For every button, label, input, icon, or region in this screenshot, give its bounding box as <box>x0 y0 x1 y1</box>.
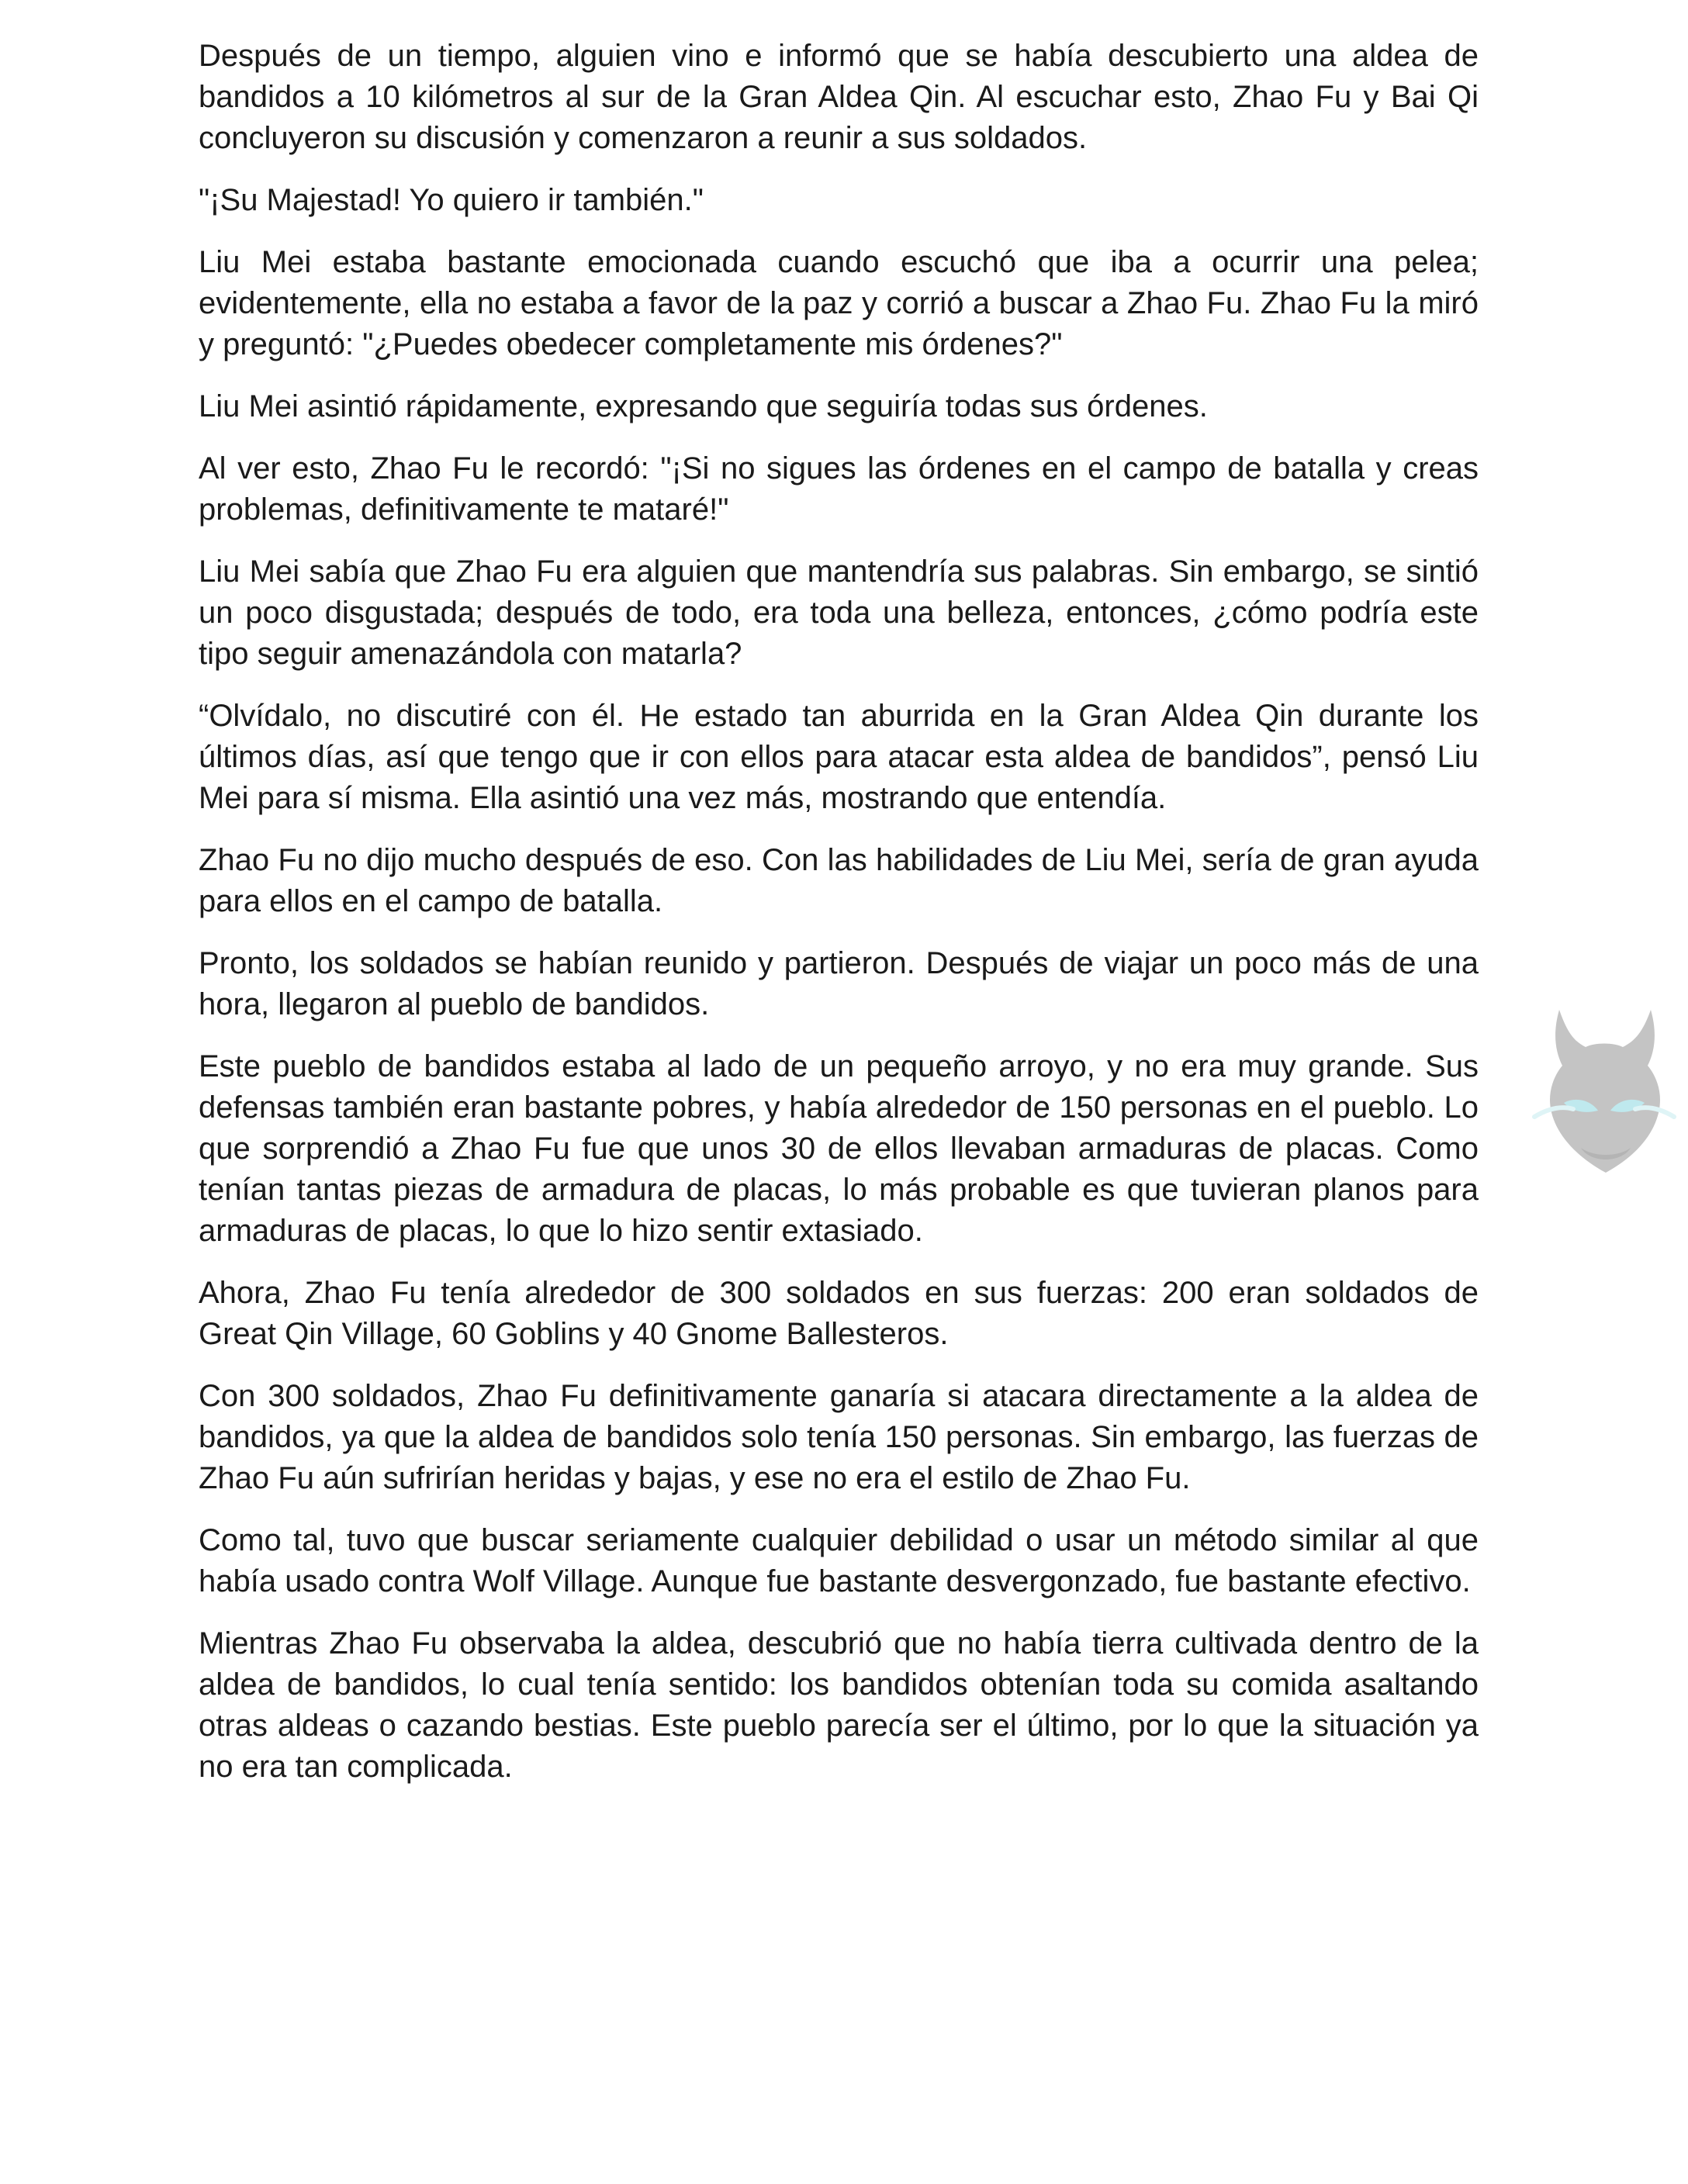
paragraph-3: Liu Mei estaba bastante emocionada cuando escuchó que iba a ocurrir una pelea; evidentemente, ella no estaba a favor de la paz y corrió a buscar a Zhao Fu. Zhao Fu la miró y preguntó: "¿Puedes obedecer completamente mis órdenes?" <box>199 245 1479 361</box>
paragraph-9: Pronto, los soldados se habían reunido y partieron. Después de viajar un poco más de una hora, llegaron al pueblo de bandidos. <box>199 946 1479 1021</box>
paragraph-8: Zhao Fu no dijo mucho después de eso. Con las habilidades de Liu Mei, sería de gran ayuda para ellos en el campo de batalla. <box>199 843 1479 918</box>
paragraph-6: Liu Mei sabía que Zhao Fu era alguien que mantendría sus palabras. Sin embargo, se sintió un poco disgustada; después de todo, era toda una belleza, entonces, ¿cómo podría este tipo seguir amenazándola con matarla? <box>199 555 1479 671</box>
paragraph-5: Al ver esto, Zhao Fu le recordó: "¡Si no sigues las órdenes en el campo de batalla y creas problemas, definitivamente te mataré!" <box>199 451 1479 527</box>
paragraph-11: Ahora, Zhao Fu tenía alrededor de 300 soldados en sus fuerzas: 200 eran soldados de Great Qin Village, 60 Goblins y 40 Gnome Ballesteros. <box>199 1276 1479 1351</box>
paragraph-7: “Olvídalo, no discutiré con él. He estado tan aburrida en la Gran Aldea Qin durante los últimos días, así que tengo que ir con ellos para atacar esta aldea de bandidos”, pensó Liu Mei para sí misma. Ella asintió una vez más, mostrando que entendía. <box>199 699 1479 815</box>
paragraph-14: Mientras Zhao Fu observaba la aldea, descubrió que no había tierra cultivada dentro de la aldea de bandidos, lo cual tenía sentido: los bandidos obtenían toda su comida asaltando otras aldeas o cazando bestias. Este pueblo parecía ser el último, por lo que la situación ya no era tan complicada. <box>199 1626 1479 1784</box>
demon-mask-icon <box>1519 1000 1688 1179</box>
paragraph-13: Como tal, tuvo que buscar seriamente cualquier debilidad o usar un método similar al que había usado contra Wolf Village. Aunque fue bastante desvergonzado, fue bastante efectivo. <box>199 1523 1479 1598</box>
paragraph-4: Liu Mei asintió rápidamente, expresando que seguiría todas sus órdenes. <box>199 389 1208 423</box>
paragraph-10: Este pueblo de bandidos estaba al lado de un pequeño arroyo, y no era muy grande. Sus defensas también eran bastante pobres, y había alrededor de 150 personas en el pueblo. Lo que sorprendió a Zhao Fu fue que unos 30 de ellos llevaban armaduras de placas. Como tenían tantas piezas de armadura de placas, lo más probable es que tuvieran planos para armaduras de placas, lo que lo hizo sentir extasiado. <box>199 1049 1479 1248</box>
paragraph-2: "¡Su Majestad! Yo quiero ir también." <box>199 183 704 217</box>
paragraph-12: Con 300 soldados, Zhao Fu definitivamente ganaría si atacara directamente a la aldea de bandidos, ya que la aldea de bandidos solo tenía 150 personas. Sin embargo, las fuerzas de Zhao Fu aún sufrirían heridas y bajas, y ese no era el estilo de Zhao Fu. <box>199 1379 1479 1495</box>
paragraph-1: Después de un tiempo, alguien vino e informó que se había descubierto una aldea de bandidos a 10 kilómetros al sur de la Gran Aldea Qin. Al escuchar esto, Zhao Fu y Bai Qi concluyeron su discusión y comenzaron a reunir a sus soldados. <box>199 39 1479 155</box>
document-page <box>199 36 1479 1809</box>
